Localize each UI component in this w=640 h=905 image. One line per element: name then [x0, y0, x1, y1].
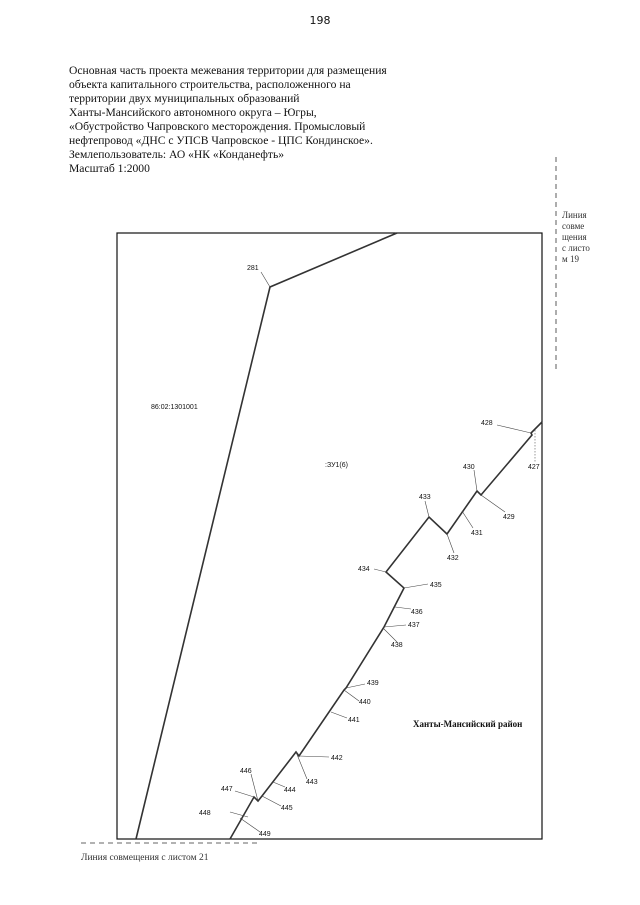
header-line: нефтепровод «ДНС с УПСВ Чапровское - ЦПС Кондинское». [69, 134, 373, 147]
parcel-label: :ЗУ1(6) [325, 462, 348, 469]
point-label: 431 [471, 530, 483, 537]
district-label: Ханты-Мансийский район [413, 719, 523, 729]
header-line: «Обустройство Чапровского месторождения. Промысловый [69, 120, 366, 133]
point-label: 447 [221, 786, 233, 793]
point-label: 446 [240, 768, 252, 775]
header-line: Землепользователь: АО «НК «Конданефть» [69, 148, 285, 161]
point-label: 438 [391, 642, 403, 649]
point-label: 445 [281, 805, 293, 812]
header-line: Основная часть проекта межевания территории для размещения [69, 64, 387, 77]
point-label: 428 [481, 420, 493, 427]
scale-line: Масштаб 1:2000 [69, 162, 150, 175]
point-label: 449 [259, 831, 271, 838]
boundary-line-left [136, 233, 397, 839]
cadastral-number: 86:02:1301001 [151, 404, 198, 411]
point-label: 281 [247, 265, 259, 272]
header-line: объекта капитального строительства, расположенного на [69, 78, 351, 91]
point-label: 430 [463, 464, 475, 471]
bottom-join-note: Линия совмещения с листом 21 [81, 853, 209, 863]
point-label: 448 [199, 810, 211, 817]
point-label: 437 [408, 622, 420, 629]
point-label: 439 [367, 680, 379, 687]
point-label: 434 [358, 566, 370, 573]
point-label: 429 [503, 514, 515, 521]
point-label: 441 [348, 717, 360, 724]
point-label: 436 [411, 609, 423, 616]
point-label: 440 [359, 699, 371, 706]
boundary-line-right [230, 422, 542, 839]
point-leaders [230, 272, 531, 832]
point-label: 427 [528, 464, 540, 471]
point-label: 435 [430, 582, 442, 589]
header-line: территории двух муниципальных образований [69, 92, 300, 105]
point-label: 433 [419, 494, 431, 501]
point-label: 432 [447, 555, 459, 562]
point-label: 444 [284, 787, 296, 794]
side-join-note: Линия совмещения с листом 19 [562, 210, 590, 264]
header-line: Ханты-Мансийского автономного округа – Югры, [69, 106, 317, 119]
point-label: 442 [331, 755, 343, 762]
point-label: 443 [306, 779, 318, 786]
page-number: 198 [309, 14, 331, 27]
